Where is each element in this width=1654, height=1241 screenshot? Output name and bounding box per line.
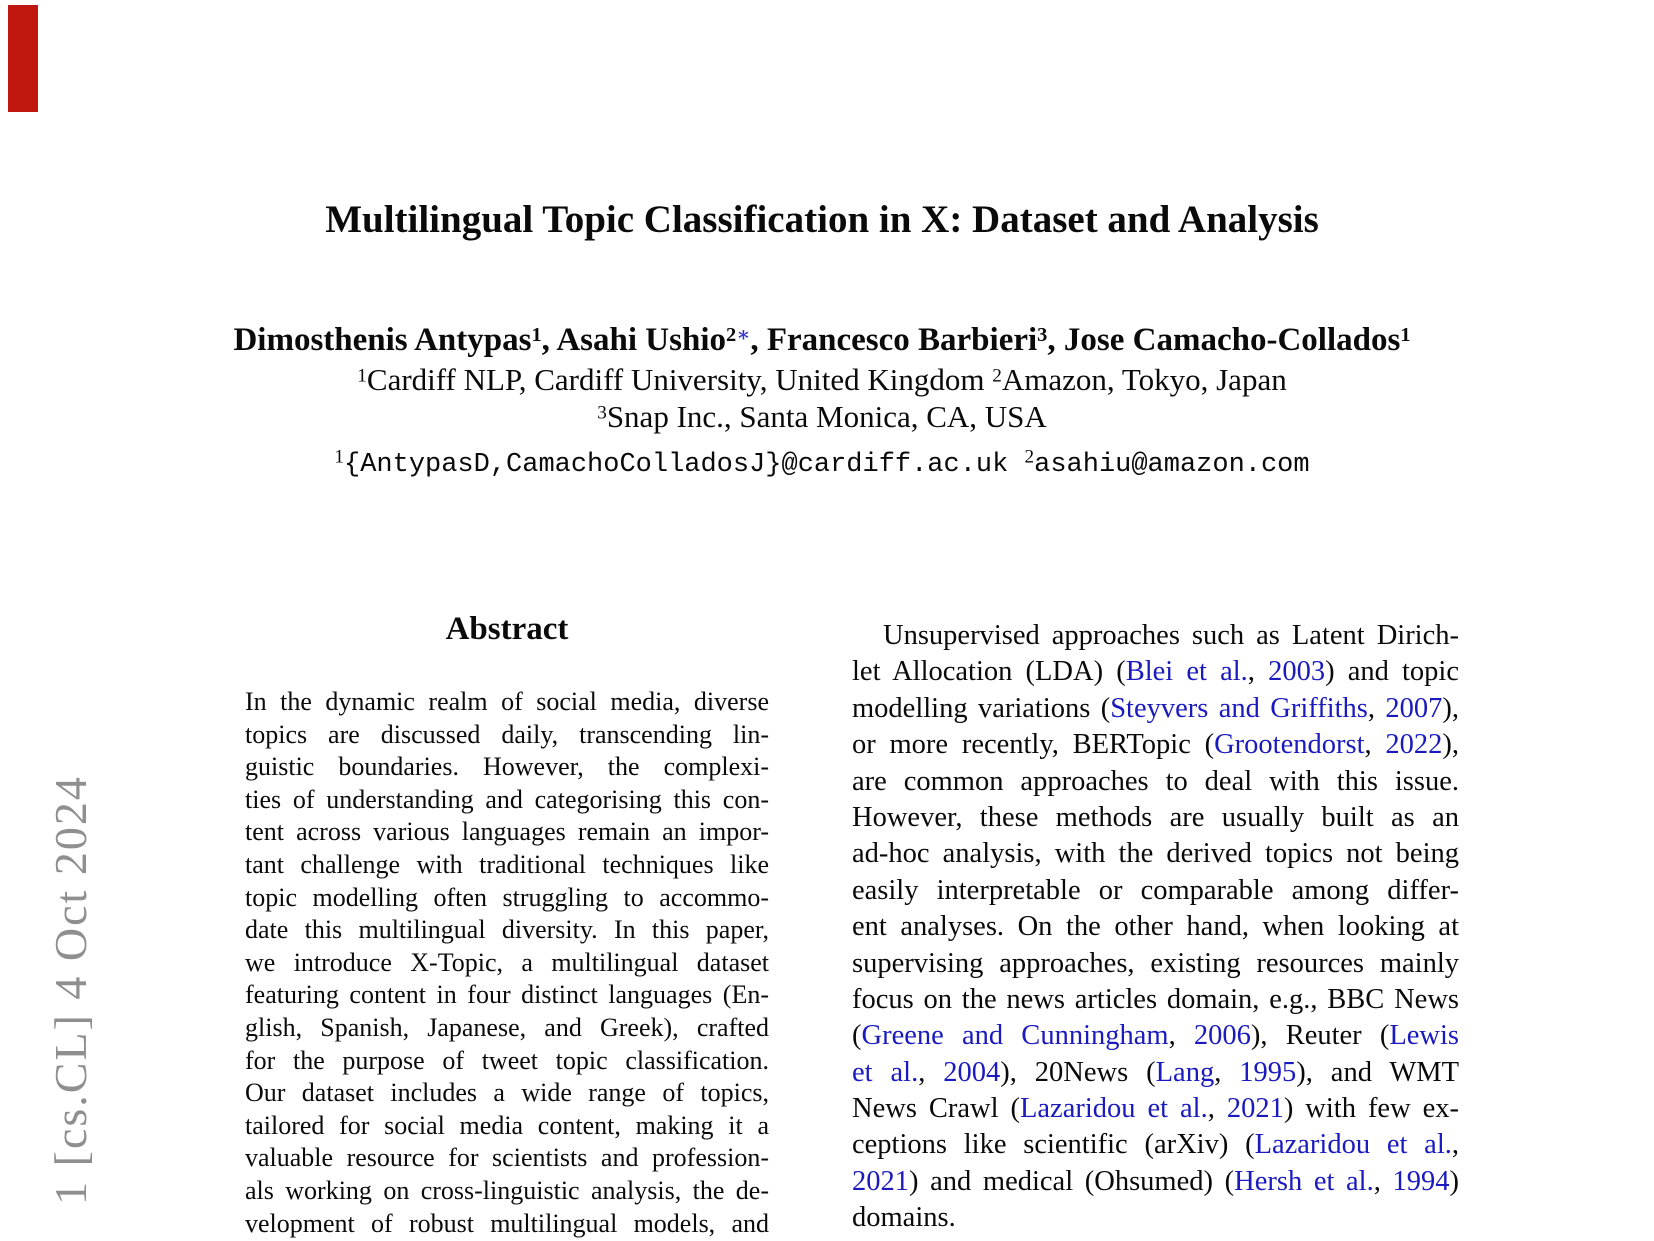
abstract-line: Our dataset includes a wide range of topics, <box>245 1078 769 1108</box>
body-text: are common approaches to deal with this issue. <box>852 765 1459 797</box>
body-text: Unsupervised approaches such as Latent Dirich- <box>883 620 1459 651</box>
body-text: , <box>1367 692 1386 724</box>
abstract-heading: Abstract <box>445 611 569 647</box>
abstract-line: als working on cross-linguistic analysis, the de- <box>245 1175 769 1205</box>
body-text: ceptions like scientific (arXiv) ( <box>852 1129 1255 1161</box>
abstract-line: velopment of robust multilingual models, and <box>245 1208 769 1238</box>
body-text: easily interpretable or comparable among differ- <box>852 874 1459 906</box>
affiliation-text: Amazon, Tokyo, Japan <box>1001 362 1287 397</box>
abstract-line: topics are discussed daily, transcending lin- <box>245 719 769 749</box>
introduction-line <box>852 727 1459 763</box>
introduction-line <box>852 873 1459 909</box>
introduction-line <box>852 1164 1459 1200</box>
introduction-line <box>852 909 1459 945</box>
abstract-line: guistic boundaries. However, the complexi- <box>245 752 769 782</box>
author-separator: , <box>1047 322 1064 359</box>
body-text: domains. <box>852 1202 956 1234</box>
abstract-line: topic modelling often struggling to accommo- <box>245 882 769 912</box>
citation-link[interactable]: Greene and Cunningham <box>861 1020 1169 1052</box>
abstract-line: tent across various languages remain an impor- <box>245 817 769 847</box>
affiliation-text: Cardiff NLP, Cardiff University, United Kingdom <box>366 362 993 397</box>
body-text: However, these methods are usually built as an <box>852 801 1459 833</box>
affiliation-sup: 1 <box>357 365 367 387</box>
author-separator: , <box>541 322 557 359</box>
body-text: or more recently, BERTopic ( <box>852 729 1215 761</box>
body-text: , <box>1247 656 1269 688</box>
body-text: ), Reuter ( <box>1250 1020 1390 1052</box>
email-address: {AntypasD,CamachoColladosJ}@cardiff.ac.uk <box>344 450 1009 480</box>
body-text: ), <box>1442 692 1459 724</box>
abstract-line: tailored for social media content, making it a <box>245 1110 769 1140</box>
body-text: , <box>1168 1020 1194 1052</box>
email-separator <box>1008 450 1024 480</box>
author-affil-sup: 1 <box>1400 324 1411 346</box>
citation-link[interactable]: 1994 <box>1392 1165 1450 1197</box>
abstract-line: for the purpose of tweet topic classification. <box>245 1045 769 1075</box>
author-name: Asahi Ushio <box>556 322 726 359</box>
introduction-line <box>852 1018 1459 1054</box>
introduction-line <box>852 1127 1459 1163</box>
body-text: , <box>1214 1056 1240 1088</box>
body-text: focus on the news articles domain, e.g., BBC News <box>852 983 1459 1015</box>
red-marker <box>8 5 38 112</box>
citation-link[interactable]: 2006 <box>1193 1020 1251 1052</box>
body-text: , <box>1364 729 1386 761</box>
body-text: , <box>918 1056 944 1088</box>
introduction-line <box>852 654 1459 690</box>
affiliation-sup: 3 <box>597 402 607 424</box>
introduction-line <box>852 982 1459 1018</box>
citation-link[interactable]: 1995 <box>1239 1056 1297 1088</box>
author-name: Dimosthenis Antypas <box>233 322 532 359</box>
abstract-line: In the dynamic realm of social media, diverse <box>245 687 769 716</box>
body-text: ) with few ex- <box>1283 1093 1459 1125</box>
body-text: , <box>1207 1093 1227 1125</box>
citation-link[interactable]: 2021 <box>852 1165 909 1197</box>
email-line <box>190 443 1454 480</box>
affiliation-line-1 <box>190 362 1454 398</box>
citation-link[interactable]: Hersh et al. <box>1234 1165 1374 1197</box>
citation-link[interactable]: et al. <box>852 1056 919 1088</box>
abstract-body <box>245 686 769 1240</box>
body-text: ent analyses. On the other hand, when looking at <box>852 911 1459 943</box>
author-line <box>190 322 1454 359</box>
citation-link[interactable]: Steyvers and Griffiths <box>1110 692 1368 724</box>
author-footnote-star: ∗ <box>736 324 751 346</box>
body-text: modelling variations ( <box>852 692 1111 724</box>
author-affil-sup: 2 <box>725 324 737 346</box>
body-text: ), 20News ( <box>1000 1056 1156 1088</box>
body-text: ), <box>1442 729 1459 761</box>
body-text: ( <box>852 1020 862 1052</box>
citation-link[interactable]: Lazaridou et al. <box>1254 1129 1452 1161</box>
introduction-line <box>852 1091 1459 1127</box>
body-text: supervising approaches, existing resources mainly <box>852 947 1459 979</box>
citation-link[interactable]: 2022 <box>1385 729 1443 761</box>
affiliation-sup: 2 <box>992 365 1002 387</box>
introduction-line <box>852 800 1459 836</box>
introduction-line <box>852 764 1459 800</box>
email-sup: 2 <box>1024 446 1035 468</box>
citation-link[interactable]: Grootendorst <box>1214 729 1365 761</box>
paper-title: Multilingual Topic Classification in X: Dataset and Analysis <box>325 198 1319 241</box>
citation-link[interactable]: Blei et al. <box>1125 656 1248 688</box>
abstract-line: glish, Spanish, Japanese, and Greek), crafted <box>245 1012 769 1042</box>
author-name: Francesco Barbieri <box>766 322 1038 359</box>
citation-link[interactable]: Lang <box>1155 1056 1215 1088</box>
body-text: ) and medical (Ohsumed) ( <box>909 1165 1235 1197</box>
citation-link[interactable]: 2003 <box>1268 656 1326 688</box>
body-text: , <box>1373 1165 1393 1197</box>
body-text: ) <box>1449 1165 1459 1197</box>
introduction-line <box>852 946 1459 982</box>
body-text: let Allocation (LDA) ( <box>852 656 1126 688</box>
introduction-column <box>852 618 1459 1237</box>
abstract-line: ties of understanding and categorising this con- <box>245 784 769 814</box>
citation-link[interactable]: 2007 <box>1385 692 1443 724</box>
body-text: News Crawl ( <box>852 1093 1020 1125</box>
body-text: ) and topic <box>1325 656 1459 688</box>
citation-link[interactable]: Lazaridou et al. <box>1020 1093 1208 1125</box>
introduction-line <box>852 691 1459 727</box>
abstract-line: date this multilingual diversity. In this paper, <box>245 915 769 945</box>
citation-link[interactable]: 2004 <box>943 1056 1001 1088</box>
affiliation-text: Snap Inc., Santa Monica, CA, USA <box>606 399 1047 434</box>
arxiv-watermark: 1 [cs.CL] 4 Oct 2024 <box>45 775 96 1205</box>
affiliation-line-2 <box>190 399 1454 435</box>
author-name: Jose Camacho-Collados <box>1063 322 1401 359</box>
introduction-line <box>852 618 1459 654</box>
author-affil-sup: 3 <box>1037 324 1048 346</box>
introduction-line <box>852 1055 1459 1091</box>
citation-link[interactable]: Lewis <box>1389 1020 1459 1052</box>
author-separator: , <box>750 322 767 359</box>
email-address: asahiu@amazon.com <box>1034 450 1310 480</box>
abstract-line: valuable resource for scientists and profession- <box>245 1143 769 1173</box>
citation-link[interactable]: 2021 <box>1226 1093 1284 1125</box>
email-sup: 1 <box>334 446 345 468</box>
abstract-line: featuring content in four distinct languages (En- <box>245 980 769 1010</box>
abstract-line: tant challenge with traditional techniques like <box>245 849 769 879</box>
body-text: , <box>1451 1129 1459 1161</box>
introduction-line <box>852 1200 1459 1236</box>
body-text: ad-hoc analysis, with the derived topics not being <box>852 838 1459 870</box>
author-affil-sup: 1 <box>531 324 542 346</box>
body-text: ), and WMT <box>1296 1056 1459 1088</box>
abstract-line: we introduce X-Topic, a multilingual dataset <box>245 947 769 977</box>
introduction-line <box>852 836 1459 872</box>
